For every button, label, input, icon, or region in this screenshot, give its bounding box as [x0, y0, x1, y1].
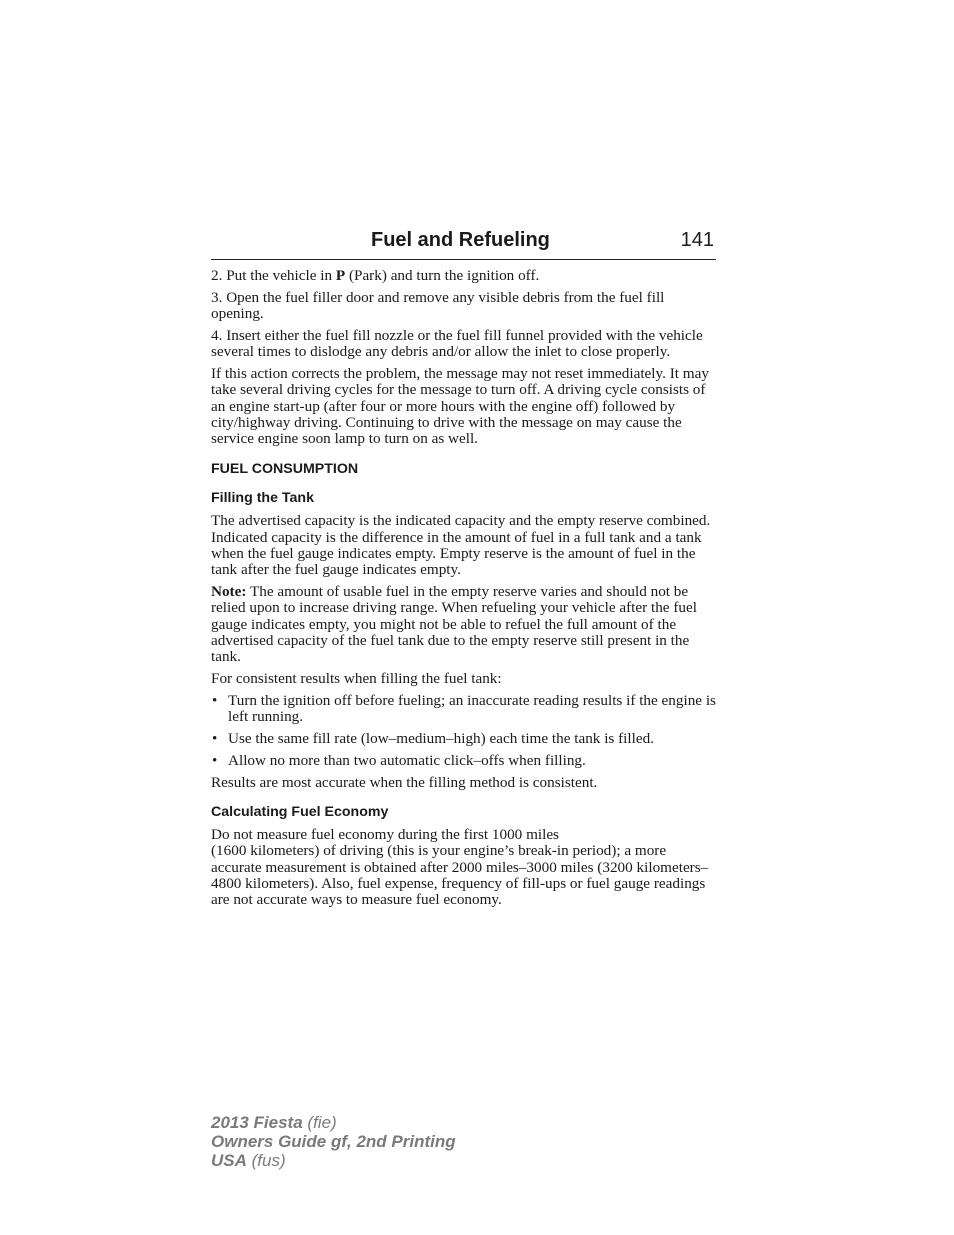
- economy-rest: (1600 kilometers) of driving (this is your engine’s break-in period); a more accurate measurement is obtained after 2000 miles–3000 miles (3200 kilometers–4800 kilometers). Also, fuel expense, frequency of fill-ups or fuel gauge readings are not accurate ways to measure fuel economy.: [211, 842, 709, 909]
- page-title: Fuel and Refueling: [371, 229, 550, 251]
- note-label: Note:: [211, 583, 247, 601]
- page-content: [211, 268, 717, 914]
- footer-model: 2013 Fiesta: [211, 1113, 303, 1132]
- footer-model-code: (fie): [302, 1113, 337, 1132]
- footer-line-3: [211, 1151, 456, 1170]
- footer-region-code: (fus): [246, 1151, 286, 1170]
- list-item: • Use the same fill rate (low–medium–high) each time the tank is filled.: [211, 731, 717, 747]
- filling-intro: For consistent results when filling the fuel tank:: [211, 670, 502, 688]
- step-3: 3. Open the fuel filler door and remove any visible debris from the fuel fill opening.: [211, 288, 665, 323]
- footer-guide: Owners Guide gf, 2nd Printing: [211, 1132, 456, 1151]
- park-label: P: [335, 267, 346, 284]
- step-2-suffix: (Park) and turn the ignition off.: [345, 267, 540, 284]
- step-2: [211, 268, 717, 284]
- list-item: • Allow no more than two automatic click–offs when filling.: [211, 753, 717, 769]
- note-text: The amount of usable fuel in the empty reserve varies and should not be relied upon to increase driving range. When refueling your vehicle after the fuel gauge indicates empty, you might not be able to refuel the full amount of the advertised capacity of the fuel tank due to the empty reserve still present in the tank.: [211, 583, 697, 666]
- step-4: 4. Insert either the fuel fill nozzle or the fuel fill funnel provided with the vehicle several times to dislodge any debris and/or allow the inlet to close properly.: [211, 326, 703, 361]
- filling-tips-list: [211, 693, 717, 769]
- economy-line-1: Do not measure fuel economy during the first 1000 miles: [211, 825, 559, 843]
- page-number: 141: [680, 229, 714, 251]
- subheading-calculating-fuel-economy: Calculating Fuel Economy: [211, 803, 389, 820]
- footer-line-1: [211, 1113, 456, 1132]
- economy-paragraph: [211, 827, 717, 908]
- driving-cycle-note: If this action corrects the problem, the message may not reset immediately. It may take several driving cycles for the message to turn off. A driving cycle consists of an engine start-up (after four or more hours with the engine off) followed by city/highway driving. Continuing to drive with the message on may cause the service engine soon lamp to turn on as well.: [211, 364, 709, 448]
- page-header: [211, 229, 716, 260]
- page-footer: [211, 1113, 456, 1170]
- footer-region: USA: [211, 1151, 247, 1170]
- section-heading-fuel-consumption: FUEL CONSUMPTION: [211, 461, 359, 478]
- reserve-note: [211, 584, 717, 665]
- step-2-prefix: 2. Put the vehicle in: [211, 267, 336, 284]
- capacity-paragraph: The advertised capacity is the indicated capacity and the empty reserve combined. Indicated capacity is the difference in the amount of fuel in a full tank and a tank when the fuel gauge indicates empty. Empty reserve is the amount of fuel in the tank after the fuel gauge indicates empty.: [211, 512, 711, 579]
- filling-closing: Results are most accurate when the filling method is consistent.: [211, 773, 598, 791]
- footer-line-2: [211, 1132, 456, 1151]
- list-item: • Turn the ignition off before fueling; an inaccurate reading results if the engine is left running.: [211, 693, 717, 726]
- subheading-filling-the-tank: Filling the Tank: [211, 490, 314, 507]
